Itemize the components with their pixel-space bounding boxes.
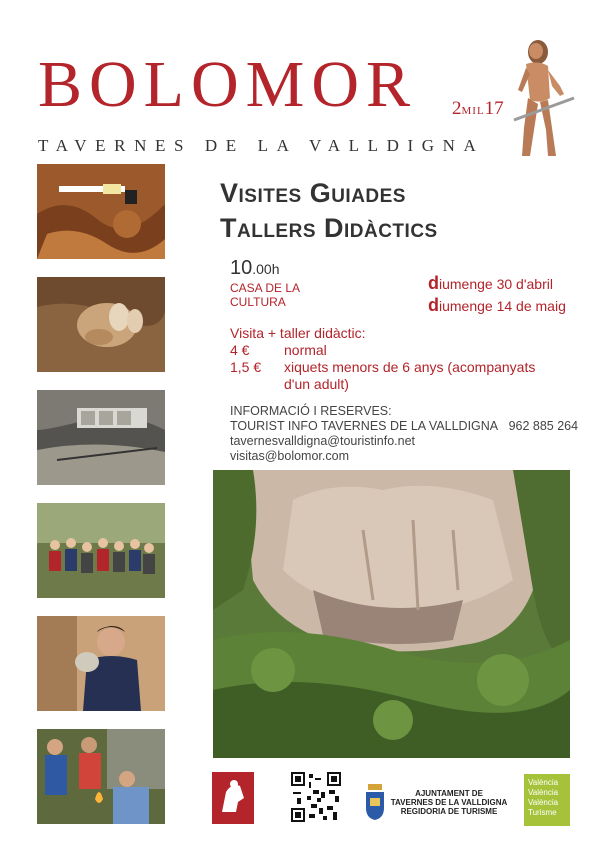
photo-fossil-bones [37, 277, 165, 372]
date-text: iumenge 30 d'abril [439, 276, 553, 292]
valencia-turisme-logo [524, 774, 570, 826]
photo-visitor-group [37, 503, 165, 598]
year-end: 17 [484, 98, 504, 119]
email-link[interactable]: tavernesvalldigna@touristinfo.net [230, 434, 416, 448]
photo-cliff-landscape [213, 470, 570, 758]
council-line-2: TAVERNES DE LA VALLDIGNA [390, 798, 508, 807]
year-mil: MIL [461, 105, 485, 117]
price-desc-child: xiquets menors de 6 anys (acompanyats [284, 359, 536, 375]
photo-fire-workshop [37, 729, 165, 824]
vt-line-4: Turisme [528, 808, 557, 817]
time-minutes: .00h [252, 261, 280, 277]
vt-line-3: València [528, 798, 559, 807]
poster-title: BOLOMOR [38, 48, 418, 121]
price-desc-child-cont: d'un adult) [284, 376, 349, 392]
town-subtitle: TAVERNES DE LA VALLDIGNA [38, 136, 485, 155]
headline-workshops: Tallers Didàctics [220, 213, 438, 243]
photo-cave-site [37, 390, 165, 485]
date-text: iumenge 14 de maig [439, 298, 566, 314]
council-line-3: REGIDORIA DE TURISME [400, 807, 498, 816]
date-initial: d [428, 273, 439, 293]
visit-time [230, 258, 280, 278]
vt-line-2: València [528, 788, 559, 797]
photo-flint-knapping [37, 616, 165, 711]
date-item [428, 296, 566, 314]
price-desc-adult: normal [284, 342, 327, 358]
headline-guided-visits: Visites Guiades [220, 178, 406, 208]
qr-code-icon[interactable] [291, 772, 341, 822]
hominid-figure-illustration [512, 38, 576, 160]
office-name: TOURIST INFO TAVERNES DE LA VALLDIGNA [230, 419, 499, 433]
info-office [230, 419, 578, 434]
price-heading: Visita + taller didàctic: [230, 325, 366, 341]
council-line-1: AJUNTAMENT DE [415, 789, 483, 798]
vt-line-1: València [528, 778, 559, 787]
email-link[interactable]: visitas@bolomor.com [230, 449, 349, 463]
info-heading: INFORMACIÓ I RESERVES: [230, 404, 392, 418]
time-hour: 10 [230, 257, 253, 279]
place-line-1: CASA DE LA [230, 281, 301, 295]
date-initial: d [428, 295, 439, 315]
price-value-adult: 4 € [230, 342, 250, 358]
place-line-2: CULTURA [230, 295, 286, 309]
price-value-child: 1,5 € [230, 359, 262, 375]
date-item [428, 274, 553, 292]
museum-prehistory-logo [212, 772, 268, 824]
visit-place [230, 281, 320, 309]
year-main: 2 [452, 98, 462, 119]
year-label [452, 99, 504, 118]
council-credit [389, 789, 509, 816]
town-coat-of-arms-icon [364, 780, 386, 822]
office-phone[interactable]: 962 885 264 [508, 419, 579, 433]
photo-excavation-soil [37, 164, 165, 259]
